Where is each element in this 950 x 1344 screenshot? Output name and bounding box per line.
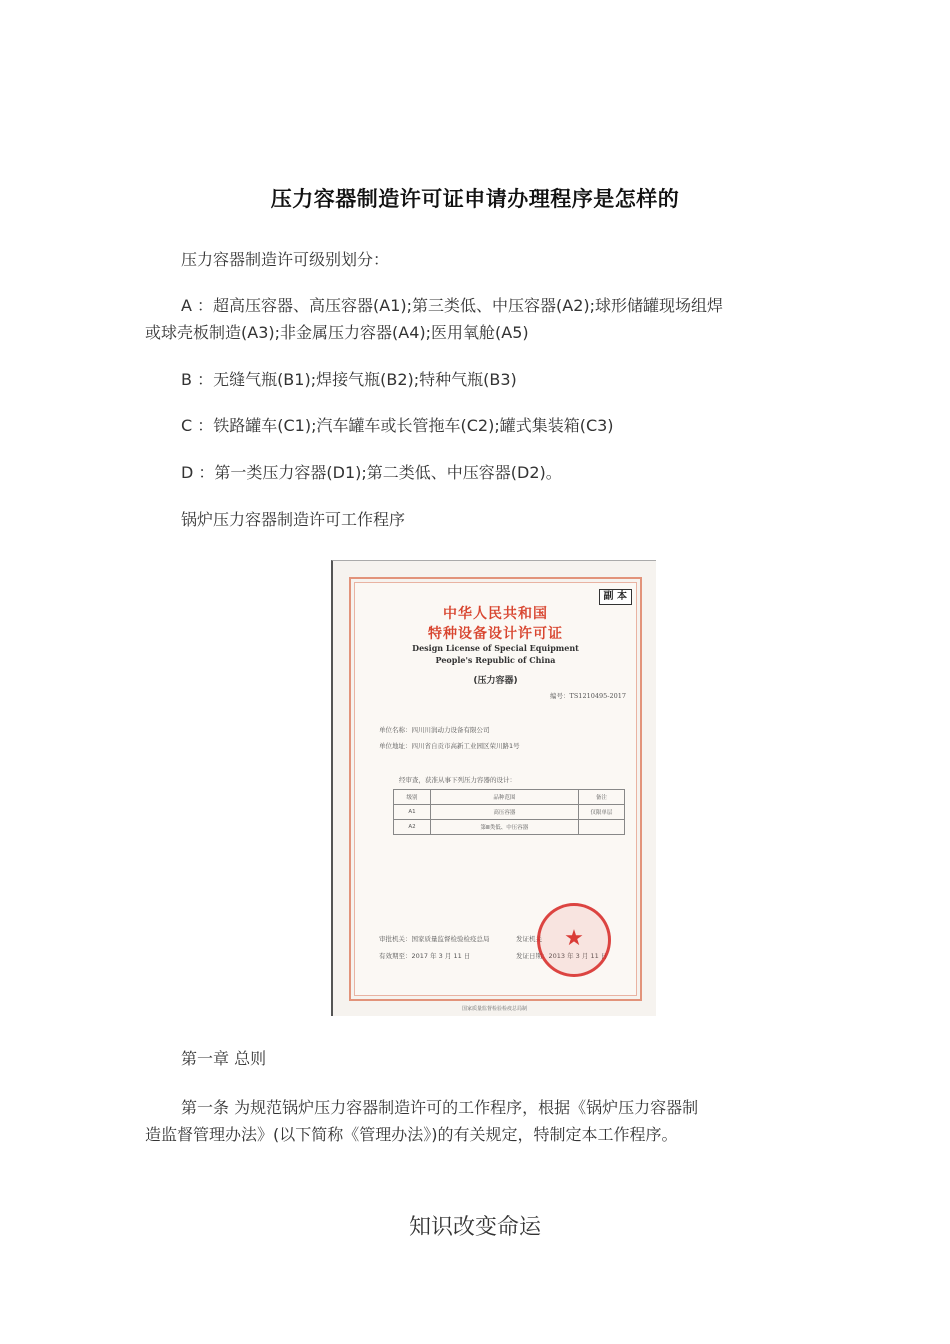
footer-motto: 知识改变命运 bbox=[408, 1215, 541, 1240]
table-cell: 仅限单层 bbox=[578, 805, 624, 820]
level-a-line2: 或球壳板制造(A3);非金属压力容器(A4);医用氧舱(A5) bbox=[145, 323, 529, 342]
certificate-english-line1: Design License of Special Equipment bbox=[412, 643, 579, 653]
certificate-valid-until: 有效期至：2017 年 3 月 11 日 bbox=[379, 952, 471, 960]
article-one-line1: 第一条 为规范锅炉压力容器制造许可的工作程序，根据《锅炉压力容器制 bbox=[181, 1098, 699, 1117]
procedure-heading-text: 锅炉压力容器制造许可工作程序 bbox=[181, 510, 406, 529]
certificate-title-line2: 特种设备设计许可证 bbox=[428, 626, 563, 642]
table-cell: 高压容器 bbox=[430, 805, 578, 820]
certificate-number: 编号：TS1210495-2017 bbox=[550, 692, 626, 700]
intro-text: 压力容器制造许可级别划分： bbox=[181, 250, 390, 269]
table-header-row bbox=[394, 790, 625, 805]
certificate-approval-text: 经审查，获准从事下列压力容器的设计： bbox=[399, 776, 516, 784]
certificate-scope-table bbox=[393, 789, 625, 835]
official-seal bbox=[537, 903, 611, 977]
level-c-paragraph bbox=[145, 412, 810, 439]
article-one-paragraph bbox=[145, 1094, 810, 1148]
level-a-paragraph bbox=[145, 292, 810, 346]
table-cell bbox=[578, 820, 624, 835]
certificate-issue-label: 发证机关 bbox=[516, 935, 542, 943]
certificate-english-line2: People's Republic of China bbox=[435, 655, 556, 665]
level-b-paragraph bbox=[145, 366, 810, 393]
certificate-image bbox=[331, 560, 656, 1016]
table-header-cell: 级别 bbox=[394, 790, 431, 805]
certificate-title-line1: 中华人民共和国 bbox=[443, 606, 548, 622]
copy-badge: 副 本 bbox=[599, 589, 632, 605]
chapter-heading-text: 第一章 总则 bbox=[181, 1049, 267, 1068]
intro-paragraph bbox=[145, 246, 810, 273]
certificate-printed-by: 国家质量监督检验检疫总局制 bbox=[461, 1006, 527, 1012]
certificate-border bbox=[349, 577, 642, 1001]
chapter-heading bbox=[145, 1045, 810, 1072]
certificate-category: (压力容器) bbox=[473, 676, 518, 686]
level-d-paragraph bbox=[145, 459, 810, 486]
certificate-unit-name: 单位名称：四川川润动力设备有限公司 bbox=[379, 726, 490, 734]
table-header-cell: 备注 bbox=[578, 790, 624, 805]
procedure-heading bbox=[145, 506, 810, 533]
certificate-issue-date: 发证日期：2013 年 3 月 11 日 bbox=[516, 952, 608, 960]
table-row bbox=[394, 805, 625, 820]
page-title: 压力容器制造许可证申请办理程序是怎样的 bbox=[270, 187, 680, 211]
table-cell: A2 bbox=[394, 820, 431, 835]
table-cell: A1 bbox=[394, 805, 431, 820]
article-one-line2: 造监督管理办法》(以下简称《管理办法》)的有关规定，特制定本工作程序。 bbox=[145, 1125, 678, 1144]
certificate-unit-address: 单位地址：四川省自贡市高新工业园区荣川路1号 bbox=[379, 742, 520, 750]
level-d-text: D ：第一类压力容器(D1);第二类低、中压容器(D2)。 bbox=[181, 463, 562, 482]
seal-emblem-icon: ★ bbox=[564, 926, 584, 951]
table-row bbox=[394, 820, 625, 835]
level-c-text: C ：铁路罐车(C1);汽车罐车或长管拖车(C2);罐式集装箱(C3) bbox=[181, 416, 614, 435]
certificate-issuer: 审批机关：国家质量监督检验检疫总局 bbox=[379, 935, 490, 943]
table-header-cell: 品种范围 bbox=[430, 790, 578, 805]
table-cell: 第Ⅲ类低、中压容器 bbox=[430, 820, 578, 835]
level-a-line1: A ：超高压容器、高压容器(A1);第三类低、中压容器(A2);球形储罐现场组焊 bbox=[181, 296, 724, 315]
level-b-text: B ：无缝气瓶(B1);焊接气瓶(B2);特种气瓶(B3) bbox=[181, 370, 517, 389]
